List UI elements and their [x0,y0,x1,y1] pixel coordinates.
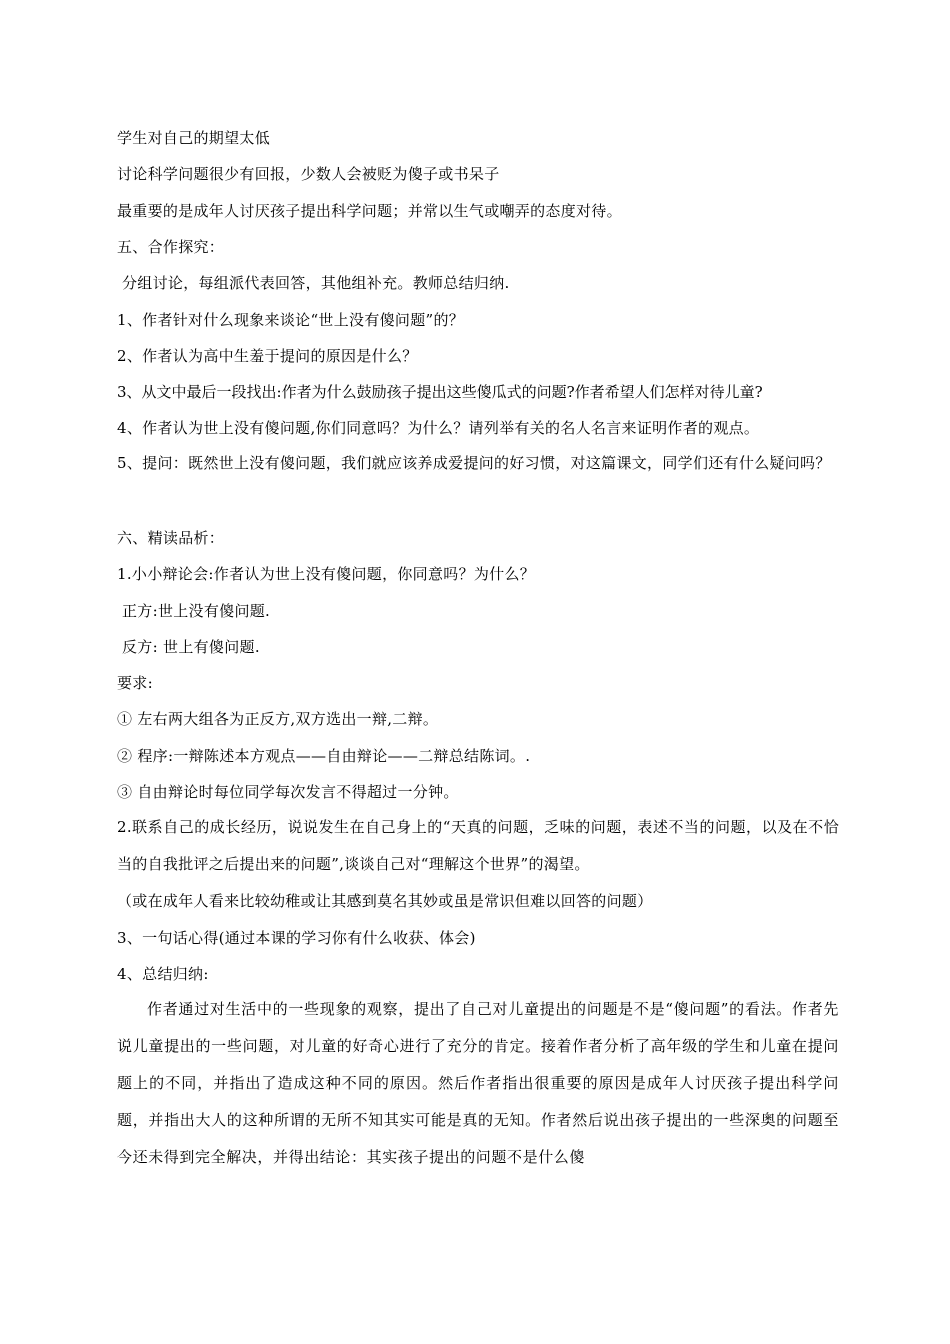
list-item: ③ 自由辩论时每位同学每次发言不得超过一分钟。 [117,783,459,801]
text-line: （或在成年人看来比较幼稚或让其感到莫名其妙或虽是常识但难以回答的问题） [117,892,653,910]
text-line: 分组讨论，每组派代表回答，其他组补充。教师总结归纳. [122,274,510,292]
list-item: ① 左右两大组各为正反方,双方选出一辩,二辩。 [117,710,439,728]
question-item: 2、作者认为高中生羞于提问的原因是什么？ [117,347,418,365]
question-item: 1、作者针对什么现象来谈论“世上没有傻问题”的？ [117,311,465,329]
list-item: ② 程序:一辩陈述本方观点——自由辩论——二辩总结陈词。. [117,747,531,765]
text-line: 反方: 世上有傻问题. [122,638,260,656]
text-line: 学生对自己的期望太低 [117,129,271,147]
text-line: 讨论科学问题很少有回报，少数人会被贬为傻子或书呆子 [117,165,500,183]
text-line: 2.联系自己的成长经历，说说发生在自己身上的“天真的问题，乏味的问题，表述不当的问题，以及在不恰当的自我批评之后提出来的问题”,谈谈自己对“理解这个世界”的渴望。 [117,818,839,873]
section-heading: 六、精读品析： [117,529,225,547]
question-item: 5、提问：既然世上没有傻问题，我们就应该养成爱提问的好习惯，对这篇课文，同学们还有什么疑问吗？ [117,454,831,472]
summary-paragraph: 作者通过对生活中的一些现象的观察，提出了自己对儿童提出的问题是不是“傻问题”的看法。作者先说儿童提出的一些问题，对儿童的好奇心进行了充分的肯定。接着作者分析了高年级的学生和儿童在提问题上的不同，并指出了造成这种不同的原因。然后作者指出很重要的原因是成年人讨厌孩子提出科学问题，并指出大人的这种所谓的无所不知其实可能是真的无知。作者然后说出孩子提出的一些深奥的问题至今还未得到完全解决，并得出结论：其实孩子提出的问题不是什么傻 [117,1000,839,1166]
question-item: 4、作者认为世上没有傻问题,你们同意吗？为什么？请列举有关的名人名言来证明作者的观点。 [117,419,760,437]
question-item: 3、从文中最后一段找出:作者为什么鼓励孩子提出这些傻瓜式的问题?作者希望人们怎样对待儿童? [117,383,763,401]
section-heading: 五、合作探究： [117,238,225,256]
text-line: 要求: [117,674,153,692]
text-line: 正方:世上没有傻问题. [122,602,271,620]
text-line: 4、总结归纳: [117,965,209,983]
text-line: 1.小小辩论会:作者认为世上没有傻问题，你同意吗？为什么？ [117,565,536,583]
text-line: 最重要的是成年人讨厌孩子提出科学问题；并常以生气或嘲弄的态度对待。 [117,202,622,220]
text-line: 3、一句话心得(通过本课的学习你有什么收获、体会) [117,929,476,947]
